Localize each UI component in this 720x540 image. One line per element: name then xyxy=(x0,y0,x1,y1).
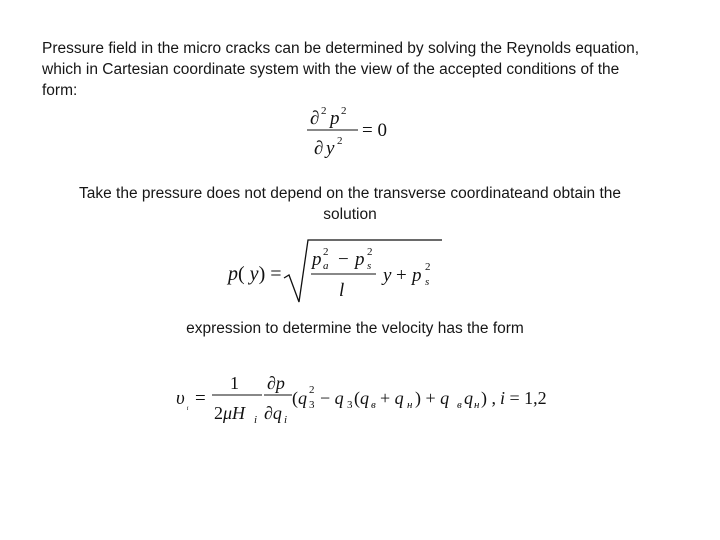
pressure-numerator xyxy=(310,246,373,272)
derivative-numerator: ∂p xyxy=(267,373,285,393)
svg-text:ᵢ: ᵢ xyxy=(187,400,189,412)
svg-text:s: s xyxy=(367,260,372,272)
svg-text:2: 2 xyxy=(337,135,343,147)
svg-text:2: 2 xyxy=(367,246,373,258)
svg-text:p: p xyxy=(312,249,322,270)
svg-text:3: 3 xyxy=(347,399,353,411)
svg-text:2: 2 xyxy=(321,105,327,117)
svg-text:a: a xyxy=(323,260,329,272)
svg-text:y: y xyxy=(326,138,335,159)
pressure-tail xyxy=(381,261,431,288)
svg-text:− q: − q xyxy=(320,388,344,408)
coefficient-numerator: 1 xyxy=(230,373,239,393)
velocity-paragraph xyxy=(40,318,670,339)
solution-line: Take the pressure does not depend on the transverse coordinateand obtain the xyxy=(78,185,621,202)
pressure-denominator: l xyxy=(339,280,345,301)
svg-text:=: = xyxy=(195,388,206,409)
svg-text:(q: (q xyxy=(354,388,369,408)
reynolds-denominator xyxy=(314,135,343,159)
svg-text:p: p xyxy=(330,108,340,129)
svg-text:−: − xyxy=(338,249,349,270)
svg-text:2: 2 xyxy=(323,246,329,258)
intro-line: Pressure field in the micro cracks can be determined by solving the Reynolds equation, xyxy=(42,40,640,57)
derivative-denominator xyxy=(264,403,287,426)
intro-paragraph xyxy=(42,38,687,101)
svg-text:i: i xyxy=(284,414,288,426)
velocity-bracket xyxy=(292,384,496,411)
svg-text:q: q xyxy=(464,388,473,408)
svg-text:∂: ∂ xyxy=(310,108,320,129)
intro-line: form: xyxy=(42,82,78,99)
svg-text:y: y xyxy=(383,265,392,286)
svg-text:2: 2 xyxy=(309,384,315,396)
solution-paragraph xyxy=(40,183,660,225)
svg-text:i: i xyxy=(254,414,258,426)
svg-text:+ q: + q xyxy=(380,388,404,408)
intro-line: which in Cartesian coordinate system with the view of the accepted conditions of the xyxy=(42,61,620,78)
svg-text:p: p xyxy=(355,249,365,270)
svg-text:2: 2 xyxy=(341,105,347,117)
svg-text:(q: (q xyxy=(292,388,307,408)
svg-text:) ,: ) , xyxy=(481,388,496,408)
svg-text:s: s xyxy=(425,276,430,288)
svg-text:2μH: 2μH xyxy=(214,403,246,423)
svg-text:∂q: ∂q xyxy=(264,403,282,423)
coefficient-denominator xyxy=(214,403,257,426)
svg-text:υ: υ xyxy=(176,388,185,409)
svg-text:в: в xyxy=(457,399,462,411)
svg-text:2: 2 xyxy=(425,261,431,273)
pressure-solution-equation xyxy=(226,234,456,306)
velocity-equation xyxy=(174,370,554,432)
svg-text:3: 3 xyxy=(309,399,315,411)
reynolds-rhs: = 0 xyxy=(362,120,387,141)
reynolds-numerator xyxy=(310,105,347,129)
velocity-lhs xyxy=(176,388,206,412)
svg-text:н: н xyxy=(407,399,413,411)
velocity-line: expression to determine the velocity has the form xyxy=(186,320,524,337)
velocity-index: i = 1,2 xyxy=(500,388,547,408)
solution-line: solution xyxy=(323,206,377,223)
pressure-lhs: p( y) = xyxy=(228,263,282,285)
reynolds-equation xyxy=(300,100,410,164)
svg-text:н: н xyxy=(474,399,480,411)
svg-text:+: + xyxy=(396,265,407,286)
svg-text:p: p xyxy=(412,265,422,286)
svg-text:) + q: ) + q xyxy=(415,388,450,408)
svg-text:в: в xyxy=(371,399,376,411)
svg-text:∂: ∂ xyxy=(314,138,324,159)
